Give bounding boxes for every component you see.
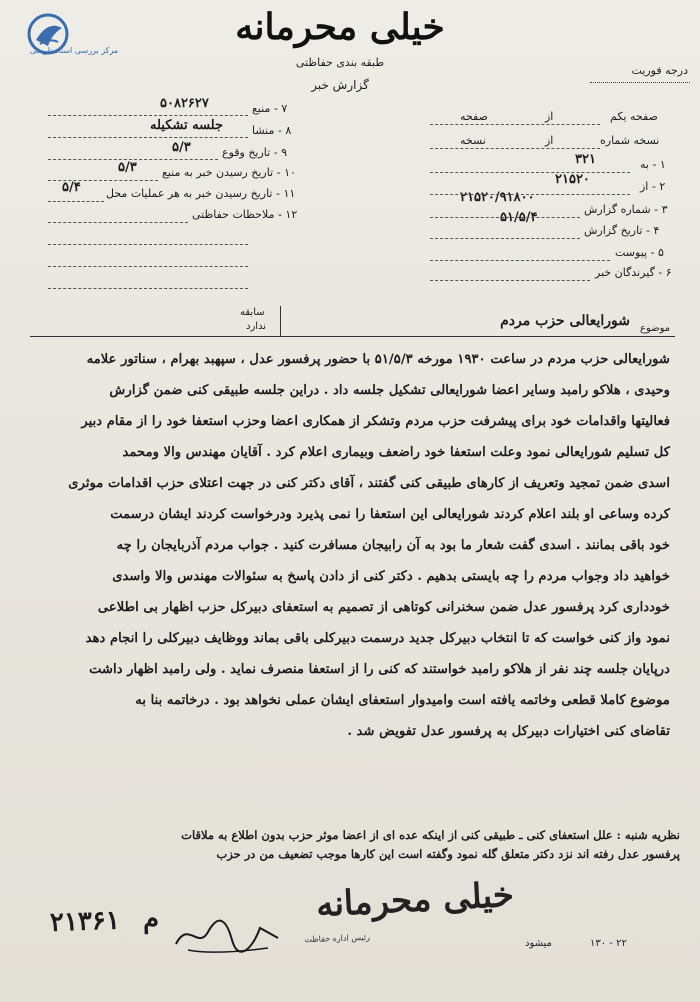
field-copy-label: نسخه شماره [600,134,660,147]
footnote-line: نظریه شنبه : علل استعفای کنی ـ طبیقی کنی از اینکه عده ای از اعضا موثر حزب بدون اطلاع به ملاقات [181,828,680,842]
field-copy-unit: نسخه [460,134,486,147]
signature-icon [168,910,288,960]
body-line: نمود واز کنی خواست که تا انتخاب دبیرکل جدید درسمت دبیرکلی باقی بماند ووظایف دبیرکلی را انجام دهد [85,631,670,646]
field-received-source-value: ۵/۳ [118,160,137,175]
field-origin-value: جلسه تشکیله [150,118,224,133]
field-occurrence-date-value: ۵/۳ [172,140,191,155]
body-line: فعالیتها واقدامات خود برای پیشرفت حزب مردم وتشکر از همکاری اعضا وحزب استعفا خود را از مقام دبیر [81,414,670,429]
field-report-date-label: ۴ - تاریخ گزارش [584,224,660,237]
field-report-date-value: ۵۱/۵/۴ [500,210,538,225]
field-page-label: صفحه یکم [610,110,658,123]
field-copy-of: از [545,134,554,147]
field-source-label: ۷ - منبع [252,102,288,115]
signature-caption: رئیس اداره حفاظت [304,932,371,945]
field-attachment-label: ۵ - پیوست [615,246,664,259]
field-report-number-value: ۲۱۵۲۰/۹۱۸۰۰ [460,190,535,205]
body-line: خودداری کرد پرفسور عدل ضمن سخنرانی کوتاهی از تصمیم به استعفای دبیرکل حزب اظهار بی اطلاعی [97,600,670,615]
classification-title: خیلی محرمانه [235,6,445,48]
field-from-value: ۲۱۵۲۰ [555,172,590,187]
classification-stamp: خیلی محرمانه [315,874,515,926]
field-page-unit: صفحه [460,110,488,123]
field-page-of: از [545,110,554,123]
handwritten-number [50,904,160,938]
body-line: تقاضای کنی اختیارات دبیرکل به پرفسور عدل تفویض شد . [347,724,670,739]
handwritten-number-digits: ۲۱۳۶۱ [49,905,121,938]
footer-code: ۱۳۰ - ۲۲ [590,938,627,949]
field-source-value: ۵۰۸۲۶۲۷ [160,96,209,111]
field-received-ops-label: ۱۱ - تاریخ رسیدن خبر به هر عملیات محل [106,187,296,200]
report-body [40,344,670,747]
footer-word: میشود [525,938,552,949]
background-label: سابقه [240,307,265,318]
field-security-notes-label: ۱۲ - ملاحظات حفاظتی [192,208,298,221]
field-from-label: ۲ - از [640,180,666,193]
field-received-ops-value: ۵/۴ [62,180,81,195]
body-line: موضوع کاملا قطعی وخاتمه یافته است وامیدوار استعفای ایشان عملی نخواهد بود . درخاتمه بنا به [135,693,670,708]
body-line: کل تسلیم شورایعالی نمود وعلت استعفا خود راضعف وبیماری اعلام کرد . آقایان مهندس والا ومحمد [122,445,670,460]
priority-label: درجه فوریت [631,64,688,77]
body-line: کرده وساعی او بلند اعلام کردند شورایعالی این استعفا را نمی پذیرد ودرخواست کردند ایشان درسمت [110,507,670,522]
archive-logo-text: مرکز بررسی اسناد تاریخی [29,46,119,55]
classification-subtitle: طبقه بندی حفاظتی [295,56,385,69]
body-line: خواهید داد وجواب مردم را چه بایستی بدهیم . دکتر کنی از دادن پاسخ به سئوالات مهندس والا واسدی [112,569,670,584]
report-type: گزارش خبر [311,78,369,92]
field-occurrence-date-label: ۹ - تاریخ وقوع [222,146,288,159]
field-received-source-label: ۱۰ - تاریخ رسیدن خبر به منبع [162,166,296,179]
field-report-number-label: ۳ - شماره گزارش [584,203,668,216]
source-assessment [40,826,680,864]
body-line: وحیدی ، هلاکو رامبد وسایر اعضا شورایعالی تشکیل جلسه داد . دراین جلسه طبیقی کنی ضمن گزارش [109,383,670,398]
body-line: شورایعالی حزب مردم در ساعت ۱۹۳۰ مورخه ۵۱/۵/۳ با حضور پرفسور عدل ، سپهبد بهرام ، سناتور علامه [86,352,670,367]
field-recipients-label: ۶ - گیرندگان خبر [595,266,672,279]
footnote-line: پرفسور عدل رفته اند نزد دکتر متعلق گله نمود وگفته است این کارها موجب تضعیف من در حزب [216,847,680,861]
field-to-label: ۱ - به [640,158,666,171]
background-value: ندارد [246,321,267,332]
body-line: اسدی ضمن تمجید وتعریف از کارهای طبیقی کنی گفتند ، آقای دکتر کنی در جهت اعتلای حزب اقدامات موثری [68,476,670,491]
handwritten-letter: م [142,904,160,935]
field-to-value: ۳۲۱ [575,152,596,167]
subject-value: شورایعالی حزب مردم [500,313,630,329]
body-line: خود باقی بمانند . اسدی گفت شعار ما بود به آن رابیجان مسافرت کنید . جواب مردم آذربایجان را چه [116,538,670,553]
field-origin-label: ۸ - منشا [252,124,292,137]
subject-label: موضوع [640,323,671,334]
body-line: درپایان جلسه چند نفر از هلاکو رامبد خواستند که کنی را از استعفا منصرف نماید . ولی رامبد اظهار داشت [89,662,670,677]
